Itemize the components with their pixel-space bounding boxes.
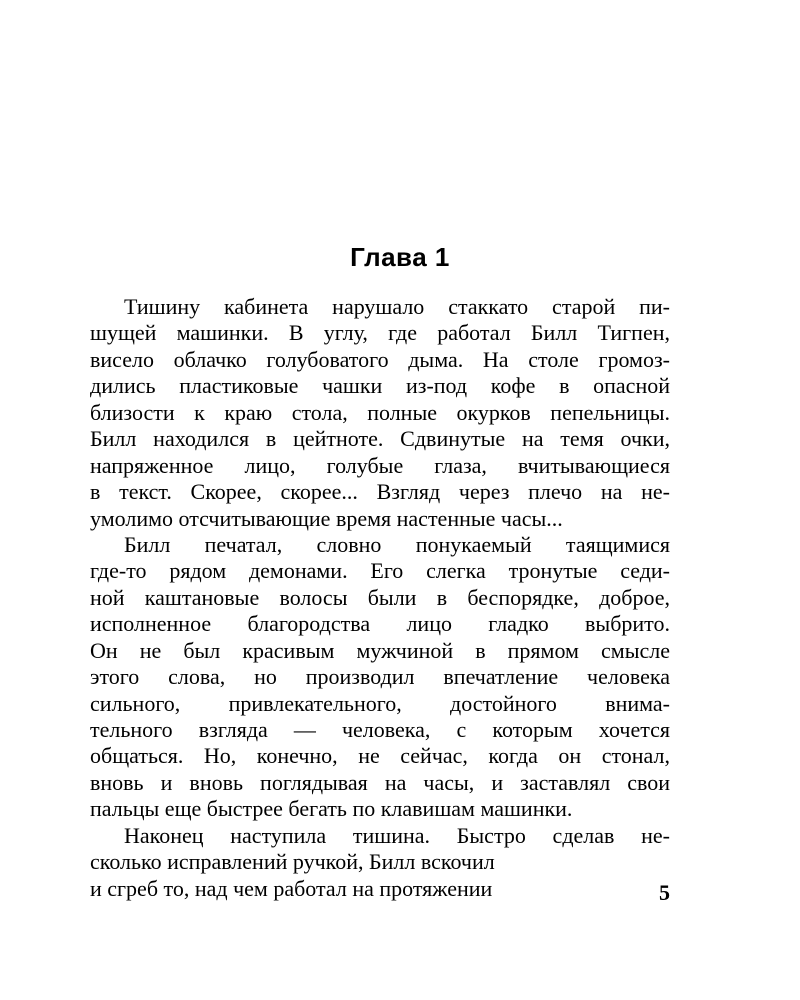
chapter-heading: Глава 1 xyxy=(350,242,450,272)
text-line: и сгреб то, над чем работал на протяжении xyxy=(90,875,493,901)
text-line: общаться. Но, конечно, не сейчас, когда он стонал, xyxy=(90,743,670,769)
text-line: сколько исправлений ручкой, Билл вскочил xyxy=(90,849,495,875)
text-line: вновь и вновь поглядывая на часы, и заставлял свои xyxy=(90,769,670,795)
text-line: Билл находился в цейтноте. Сдвинутые на темя очки, xyxy=(90,426,670,452)
text-line: Он не был красивым мужчиной в прямом смысле xyxy=(90,637,670,663)
text-line: Наконец наступила тишина. Быстро сделав не- xyxy=(124,822,670,848)
text-line: шущей машинки. В углу, где работал Билл Тигпен, xyxy=(90,320,670,346)
text-line: Тишину кабинета нарушало стаккато старой пи- xyxy=(124,294,670,319)
text-line: близости к краю стола, полные окурков пепельницы. xyxy=(90,399,670,425)
text-line: ной каштановые волосы были в беспорядке, доброе, xyxy=(90,584,670,610)
text-line: исполненное благородства лицо гладко выбрито. xyxy=(90,611,670,637)
text-line: тельного взгляда — человека, с которым хочется xyxy=(90,717,670,742)
text-line: этого слова, но производил впечатление человека xyxy=(90,664,670,690)
page-number: 5 xyxy=(659,880,670,905)
paragraph-last-line: пальцы еще быстрее бегать по клавишам машинки. xyxy=(90,796,573,822)
text-line: висело облачко голубоватого дыма. На столе громоз- xyxy=(90,346,670,372)
paragraph-last-line: умолимо отсчитывающие время настенные часы... xyxy=(90,505,563,531)
text-line: напряженное лицо, голубые глаза, вчитывающиеся xyxy=(90,452,670,478)
text-line: Билл печатал, словно понукаемый таящимися xyxy=(124,531,670,557)
text-line: где-то рядом демонами. Его слегка тронутые седи- xyxy=(90,558,670,584)
chapter-body-text xyxy=(90,294,670,902)
text-line: сильного, привлекательного, достойного внима- xyxy=(90,690,670,716)
text-line: в текст. Скорее, скорее... Взгляд через плечо на не- xyxy=(90,479,670,505)
text-line: дились пластиковые чашки из-под кофе в опасной xyxy=(90,373,670,399)
